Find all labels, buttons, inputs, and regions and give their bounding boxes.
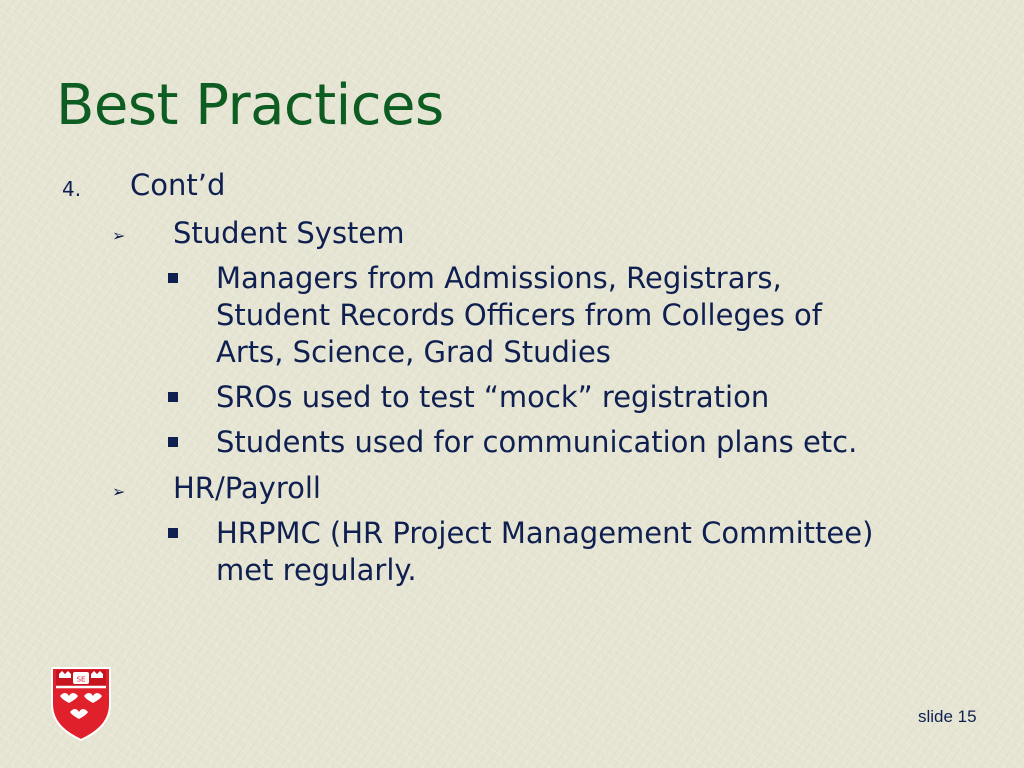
bullet-text-line: SROs used to test “mock” registration: [216, 380, 770, 414]
bullet-text-line: met regularly.: [216, 553, 417, 587]
square-bullet-icon: [168, 437, 178, 447]
square-bullet-icon: [168, 392, 178, 402]
list-number: 4.: [62, 177, 82, 201]
bullet-text-line: Arts, Science, Grad Studies: [216, 335, 611, 369]
section-heading-student-system: Student System: [173, 216, 405, 250]
bullet-text-line: Student Records Officers from Colleges of: [216, 298, 822, 332]
arrow-bullet-icon: ➢: [112, 482, 126, 501]
square-bullet-icon: [168, 528, 178, 538]
slide-number: slide 15: [918, 707, 977, 726]
square-bullet-icon: [168, 273, 178, 283]
university-crest-logo: [50, 666, 112, 742]
bullet-text-line: HRPMC (HR Project Management Committee): [216, 516, 874, 550]
svg-text:SE: SE: [76, 675, 86, 684]
arrow-bullet-icon: ➢: [112, 226, 126, 245]
list-item-label: Cont’d: [130, 168, 226, 202]
bullet-text-line: Managers from Admissions, Registrars,: [216, 261, 782, 295]
slide-title: Best Practices: [56, 73, 444, 138]
bullet-text-line: Students used for communication plans etc.: [216, 425, 858, 459]
section-heading-hr-payroll: HR/Payroll: [173, 471, 321, 505]
